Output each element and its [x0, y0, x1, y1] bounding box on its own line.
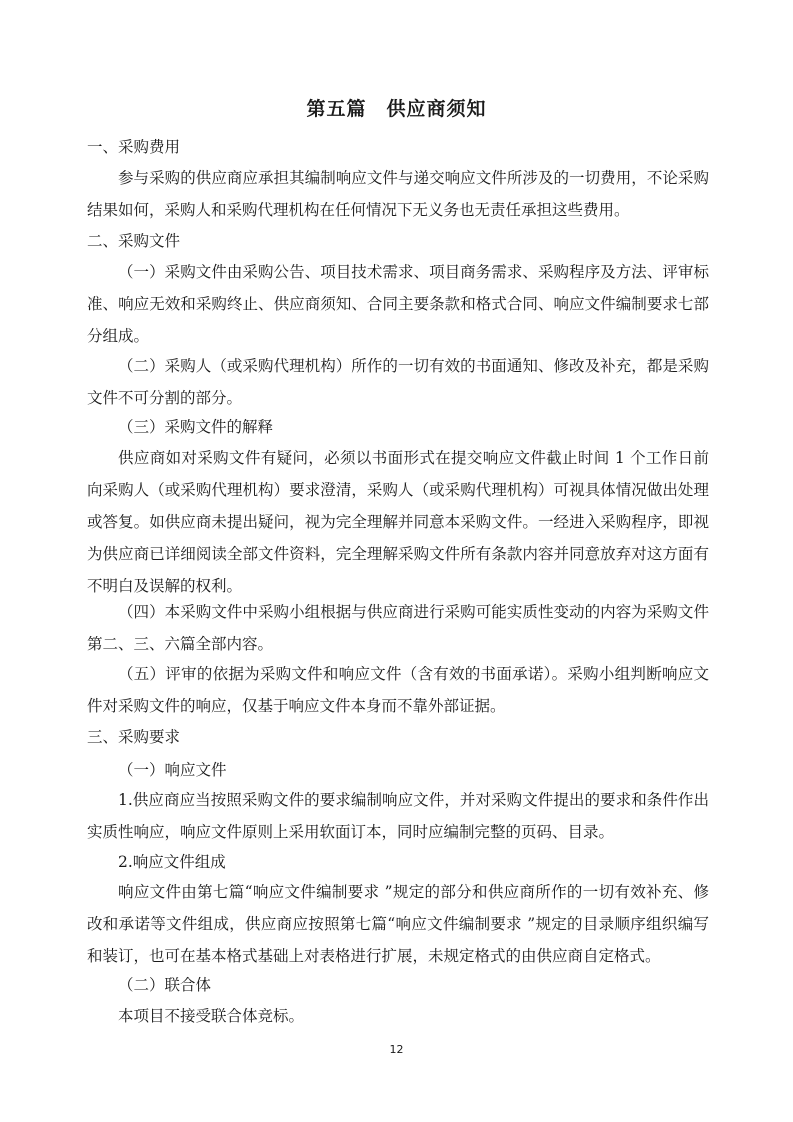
subheading-documents-interpretation: （三）采购文件的解释	[118, 418, 274, 436]
page-number: 12	[389, 1043, 404, 1056]
paragraph-documents-notices: （二）采购人（或采购代理机构）所作的一切有效的书面通知、修改及补充，都是采购文件不可分割的部分。	[87, 357, 709, 407]
paragraph-response-composition: 响应文件由第七篇“响应文件编制要求 ”规定的部分和供应商所作的一切有效补充、修改和承诺等文件组成，供应商应按照第七篇“响应文件编制要求 ”规定的目录顺序组织编写和装订，也可在基本格式基础上对表格进行扩展，未规定格式的由供应商自定格式。	[87, 883, 709, 965]
paragraph-response-preparation: 1.供应商应当按照采购文件的要求编制响应文件，并对采购文件提出的要求和条件作出实质性响应，响应文件原则上采用软面订本，同时应编制完整的页码、目录。	[87, 791, 709, 841]
paragraph-procurement-costs: 参与采购的供应商应承担其编制响应文件与递交响应文件所涉及的一切费用，不论采购结果如何，采购人和采购代理机构在任何情况下无义务也无责任承担这些费用。	[87, 169, 709, 219]
section-heading-procurement-documents: 二、采购文件	[87, 232, 181, 250]
section-heading-procurement-requirements: 三、采购要求	[87, 728, 181, 746]
subheading-response-composition: 2.响应文件组成	[118, 853, 226, 871]
page-title: 第五篇 供应商须知	[306, 98, 487, 120]
paragraph-evaluation-basis: （五）评审的依据为采购文件和响应文件（含有效的书面承诺）。采购小组判断响应文件对采购文件的响应，仅基于响应文件本身而不靠外部证据。	[87, 665, 709, 715]
paragraph-documents-composition: （一）采购文件由采购公告、项目技术需求、项目商务需求、采购程序及方法、评审标准、响应无效和采购终止、供应商须知、合同主要条款和格式合同、响应文件编制要求七部分组成。	[87, 263, 709, 345]
subheading-consortium: （二）联合体	[118, 976, 212, 994]
subheading-response-documents: （一）响应文件	[118, 761, 227, 779]
paragraph-consortium: 本项目不接受联合体竞标。	[118, 1007, 305, 1025]
paragraph-documents-interpretation: 供应商如对采购文件有疑问，必须以书面形式在提交响应文件截止时间 1 个工作日前向采购人（或采购代理机构）要求澄清，采购人（或采购代理机构）可视具体情况做出处理或答复。如供应商未提出疑问，视为完全理解并同意本采购文件。一经进入采购程序，即视为供应商已详细阅读全部文件资料，完全理解采购文件所有条款内容并同意放弃对这方面有不明白及误解的权利。	[87, 449, 709, 595]
section-heading-procurement-costs: 一、采购费用	[87, 138, 181, 156]
paragraph-negotiable-content: （四）本采购文件中采购小组根据与供应商进行采购可能实质性变动的内容为采购文件第二、三、六篇全部内容。	[87, 603, 709, 653]
